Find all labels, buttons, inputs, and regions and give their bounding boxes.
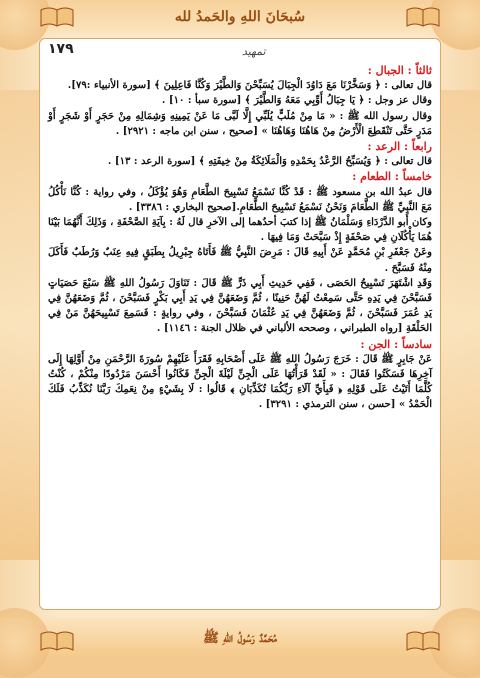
watermark <box>190 509 430 559</box>
paragraph: قال تعالى : ﴿ وَسَخَّرْنَا مَعَ دَاوُدَ الْجِبَالَ يُسَبِّحْنَ وَالطَّيْرَ وَكُنَّا فَاعِلِينَ ﴾ [سورة الأنبياء :٧٩]. <box>67 80 432 92</box>
section-heading: سادساً : الجن : <box>360 337 432 351</box>
right-side-ornament <box>436 90 480 560</box>
left-side-ornament <box>0 90 44 560</box>
section-heading: رابعاً : الرعد : <box>367 140 432 154</box>
paragraph: وَقَدِ اشْتَهَرَ تَسْبِيحُ الحَصَى ، فَفِي حَدِيثِ أَبِي ذَرٍّ ﷺ قَالَ : تَنَاوَلَ رَسُولُ اللهِ ﷺ سَبْعَ حَصَيَاتٍ فَسَبَّحْنَ فِي يَدِهِ حَتَّى سَمِعْتُ لَهُنَّ حَنِينًا ، ثُمَّ وَضَعَهُنَّ فِي يَدِ أَبِي بَكْرٍ فَسَبَّحْنَ ، ثُمَّ وَضَعَهُنَّ فِي يَدِ عُمَرَ فَسَبَّحْنَ ، ثُمَّ وَضَعَهُنَّ فِي يَدِ عُثْمَانَ فَسَبَّحْنَ ، وفي روايةٍ : فَسَمِعَ تَسْبِيحَهُنَّ مَنْ فِي الحَلْقَةِ [رواه الطبراني ، وصححه الألباني في ظلال الجنة : ١١٤٦] . <box>48 277 432 335</box>
section-heading: ثالثاً : الجبال : <box>367 64 432 77</box>
paragraph: عَنْ جَابِرٍ ﷺ قَالَ : خَرَجَ رَسُولُ اللهِ ﷺ عَلَى أَصْحَابِهِ فَقَرَأَ عَلَيْهِمْ سُورَةَ الرَّحْمَنِ مِنْ أَوَّلِهَا إِلَى آخِرِهَا فَسَكَتُوا فَقَالَ : « لَقَدْ قَرَأْتُهَا عَلَى الْجِنِّ لَيْلَةَ الْجِنِّ فَكَانُوا أَحْسَنَ مَرْدُودًا مِنْكُمْ ، كُنْتُ كُلَّمَا أَتَيْتُ عَلَى قَوْلِهِ ﴿ فَبِأَيِّ آلَاءِ رَبِّكُمَا تُكَذِّبَانِ ﴾ قَالُوا : لَا بِشَيْءٍ مِنْ نِعَمِكَ رَبَّنَا نُكَذِّبُ فَلَكَ الْحَمْدُ » [حسن ، سنن الترمذي : ٣٢٩١] . <box>48 353 432 411</box>
quran-book-icon <box>40 630 74 652</box>
page-number: ١٧٩ <box>48 41 74 57</box>
book-page <box>39 38 441 610</box>
paragraph: وقال رسول الله ﷺ : « مَا مِنْ مُلَبٍّ يُلَبِّي إِلَّا لَبَّى مَا عَنْ يَمِينِهِ وَشِمَالِهِ مِنْ حَجَرٍ أَوْ شَجَرٍ أَوْ مَدَرٍ حَتَّى تَنْقَطِعَ الْأَرْضُ مِنْ هَاهُنَا وَهَاهُنَا » [صحيح ، سنن ابن ماجه : ٢٩٢١] . <box>48 110 432 137</box>
paragraph: وعَنْ جَعْفَرِ بْنِ مُحَمَّدٍ عَنْ أَبِيهِ قَالَ : مَرِضَ النَّبِيُّ ﷺ فَأَتَاهُ جِبْرِيلُ بِطَبَقٍ فِيهِ عِنَبٌ وَرُطَبٌ فَأَكَلَ مِنْهُ فَسَبَّحَ . <box>48 247 432 274</box>
paragraph: وقال عز وجل : ﴿ يَا جِبَالُ أَوِّبِي مَعَهُ وَالطَّيْرَ ﴾ [سورة سبأ : ١٠] . <box>161 95 432 107</box>
header-calligraphy: سُبحَانَ اللهِ والحَمدُ لله <box>174 9 306 25</box>
quran-book-icon <box>406 6 440 28</box>
quran-book-icon <box>40 6 74 28</box>
quran-book-icon <box>406 630 440 652</box>
paragraph: قال عبدُ الله بن مسعود ﷺ : قَدْ كُنَّا نَسْمَعُ تَسْبِيحَ الطَّعَامِ وَهُوَ يُؤْكَلُ ، وفي رواية : كُنَّا نَأْكُلُ مَعَ النَّبِيِّ ﷺ الطَّعَامَ وَنَحْنُ نَسْمَعُ تَسْبِيحَ الطَّعَامِ.[صحيح البخاري : ٣٣٨٦] . <box>48 186 432 213</box>
paragraph: قال تعالى : ﴿ وَيُسَبِّحُ الرَّعْدُ بِحَمْدِهِ وَالْمَلَائِكَةُ مِنْ خِيفَتِهِ ﴾ [سورة الرعد : ١٣] . <box>107 156 432 168</box>
footer-calligraphy: مُحَمَّدٌ رَسُولُ اللهِ ﷺ <box>203 630 277 646</box>
paragraph: وكان أَبو الدَّرْدَاءِ وَسَلْمَانُ ﷺ إذا كتبَ أحدُهما إلى الآخرِ قال لَهُ : بِآيَةِ الصَّحْفَةِ ، وَذَلِكَ أَنَّهُمَا بَيْنَا هُمَا يَأْكُلَانِ فِي صَحْفَةٍ إِذْ سَبَّحَتْ وَمَا فِيهَا . <box>48 217 432 244</box>
running-head: تمهيد <box>242 45 266 58</box>
section-heading: خامساً : الطعام : <box>352 170 432 184</box>
